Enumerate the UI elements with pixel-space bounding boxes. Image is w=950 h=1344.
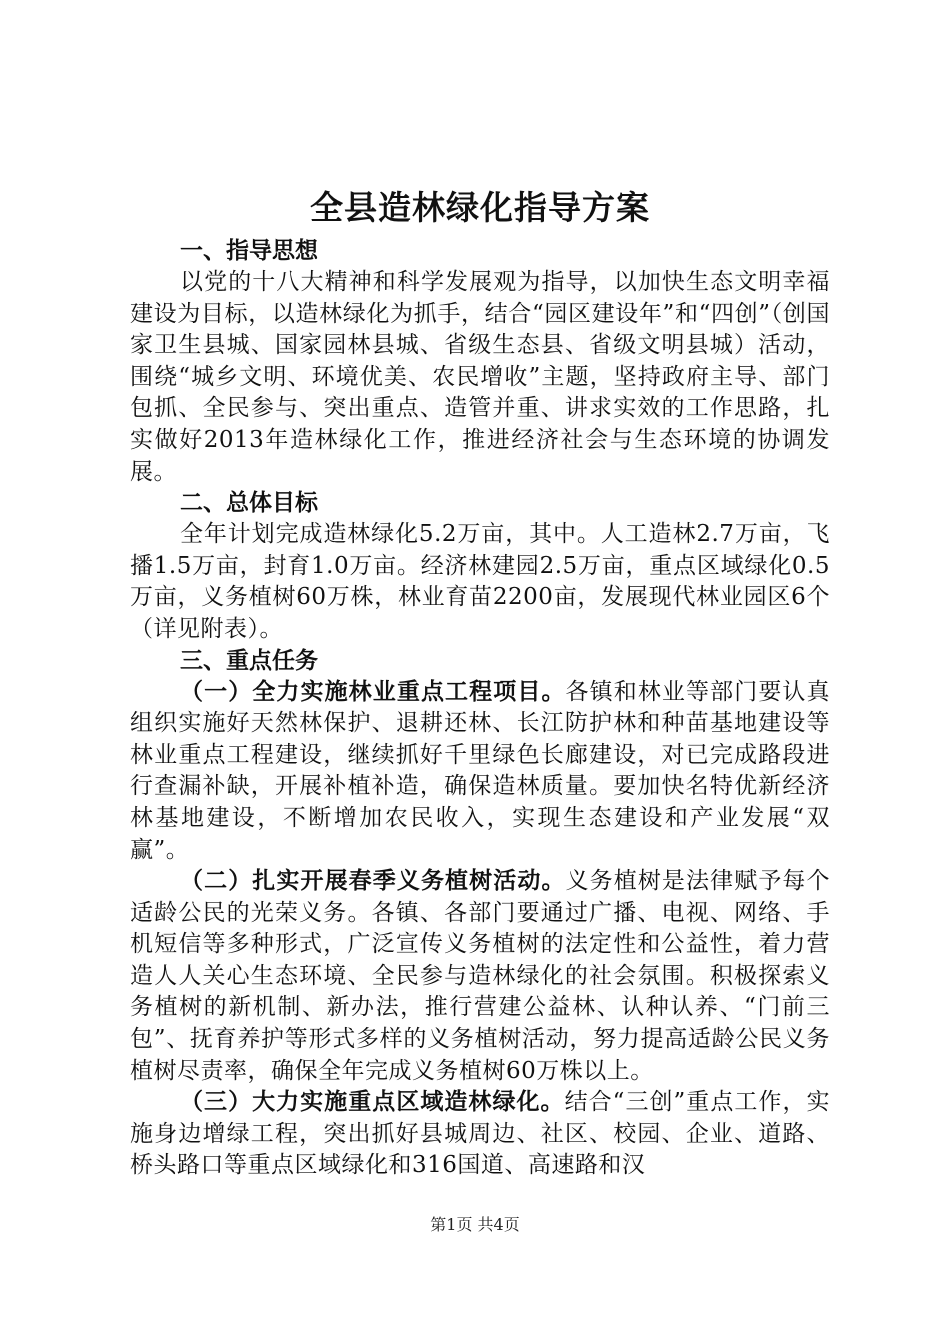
section-heading-key-tasks: 三、重点任务 [180,647,318,674]
section-text-overall-goal: 全年计划完成造林绿化5.2万亩，其中。人工造林2.7万亩，飞播1.5万亩，封育1.0万亩。经济林建园2.5万亩，重点区域绿化0.5万亩，义务植树60万株，林业育苗2200亩，发展现代林业园区6个（详见附表）。 [130,521,830,642]
task-lead-2: （二）扎实开展春季义务植树活动。 [180,868,566,895]
section-heading-guiding-ideology: 一、指导思想 [180,238,318,264]
task-paragraph-2 [130,866,830,1087]
task-lead-3: （三）大力实施重点区域造林绿化。 [180,1089,565,1116]
task-text-3: 结合“三创”重点工作，实施身边增绿工程，突出抓好县城周边、社区、校园、企业、道路、桥头路口等重点区域绿化和316国道、高速路和汉 [130,1089,830,1179]
document-body [130,180,830,1182]
task-lead-1: （一）全力实施林业重点工程项目。 [180,678,566,705]
task-paragraph-3 [130,1087,830,1182]
section-text-guiding-ideology: 以党的十八大精神和科学发展观为指导，以加快生态文明幸福建设为目标，以造林绿化为抓手，结合“园区建设年”和“四创”（创国家卫生县城、国家园林县城、省级生态县、省级文明县城）活动，围绕“城乡文明、环境优美、农民增收”主题，坚持政府主导、部门包抓、全民参与、突出重点、造管并重、讲求实效的工作思路，扎实做好2013年造林绿化工作，推进经济社会与生态环境的协调发展。 [130,269,830,485]
section-heading-overall-goal: 二、总体目标 [180,490,318,517]
page-footer: 第1页 共4页 [430,1215,520,1234]
task-text-1: 各镇和林业等部门要认真组织实施好天然林保护、退耕还林、长江防护林和种苗基地建设等林业重点工程建设，继续抓好千里绿色长廊建设，对已完成路段进行查漏补缺，开展补植补造，确保造林质量。要加快名特优新经济林基地建设，不断增加农民收入，实现生态建设和产业发展“双赢”。 [130,678,831,863]
task-paragraph-1 [130,677,830,867]
document-title: 全县造林绿化指导方案 [310,188,650,227]
task-text-2: 义务植树是法律赋予每个适龄公民的光荣义务。各镇、各部门要通过广播、电视、网络、手机短信等多种形式，广泛宣传义务植树的法定性和公益性，着力营造人人关心生态环境、全民参与造林绿化的社会氛围。积极探索义务植树的新机制、新办法，推行营建公益林、认种认养、“门前三包”、抚育养护等形式多样的义务植树活动，努力提高适龄公民义务植树尽责率，确保全年完成义务植树60万株以上。 [130,868,831,1084]
